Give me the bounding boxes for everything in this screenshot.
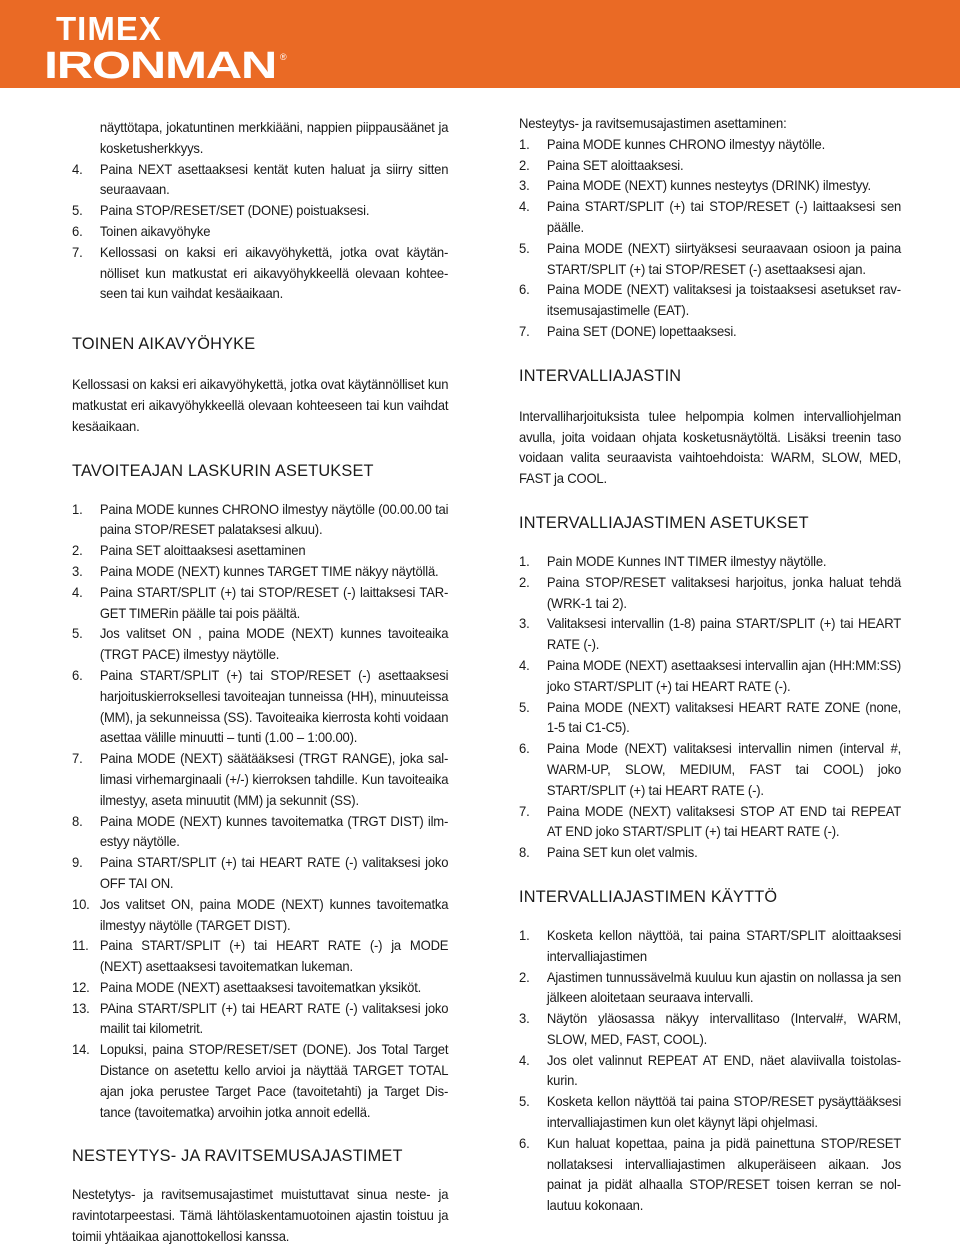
section-heading: INTERVALLIAJASTIMEN ASETUKSET bbox=[519, 512, 809, 532]
list-item: 1. Paina MODE kunnes CHRONO ilmestyy näytölle. bbox=[519, 136, 826, 152]
intro-list bbox=[72, 160, 448, 306]
section-heading: INTERVALLIAJASTIMEN KÄYTTÖ bbox=[519, 886, 778, 906]
list-item: 5. Kosketa kellon näyttöä tai paina STOP/RESET pysäyttääksesi intervalliajastimen kun olet käynyt läpi ohjelmasi. bbox=[519, 1094, 902, 1131]
list-item: 4. Paina START/SPLIT (+) tai STOP/RESET (-) laittaaksesi sen päälle. bbox=[519, 199, 902, 235]
logo-timex: TIMEX bbox=[56, 10, 162, 47]
section-heading: TOINEN AIKAVYÖHYKE bbox=[72, 334, 256, 354]
list-item: 1. Pain MODE Kunnes INT TIMER ilmestyy näytölle. bbox=[519, 553, 827, 569]
list-item: 3. Näytön yläosassa näkyy intervallitaso (Interval#, WARM, SLOW, MED, FAST, COOL). bbox=[519, 1011, 902, 1047]
list-item: 6. Paina Mode (NEXT) valitaksesi intervallin nimen (interval #, WARM-UP, SLOW, MEDIUM, FAST tai COOL) joko START/SPLIT (+) tai HEART RATE (-). bbox=[519, 741, 902, 798]
list-item: 3. Paina MODE (NEXT) kunnes TARGET TIME näkyy näytöllä. bbox=[72, 563, 439, 579]
list-item: 7. Paina SET (DONE) lopettaaksesi. bbox=[519, 323, 737, 339]
list-item: 8. Paina SET kun olet valmis. bbox=[519, 845, 698, 861]
list-item: 2. Paina STOP/RESET valitaksesi harjoitus, jonka haluat tehdä (WRK-1 tai 2). bbox=[519, 574, 902, 611]
logo-registered: ® bbox=[280, 52, 287, 62]
list-item: 4. Paina MODE (NEXT) asettaaksesi intervallin ajan (HH:MM:SS) joko START/SPLIT (+) tai HEART RATE (-). bbox=[519, 657, 902, 694]
list-item: 13. PAina START/SPLIT (+) tai HEART RATE (-) valitaksesi joko mailit tai kilometrit. bbox=[72, 1000, 449, 1037]
list-item: 5. Paina STOP/RESET/SET (DONE) poistuaksesi. bbox=[72, 203, 370, 219]
list-item: 2. Ajastimen tunnussävelmä kuuluu kun ajastin on nollassa ja sen jälkeen aloitetaan seuraava intervalli. bbox=[519, 969, 902, 1006]
list-item: 3. Valitaksesi intervallin (1-8) paina START/SPLIT (+) tai HEART RATE (-). bbox=[519, 616, 902, 653]
list-item: 6. Paina MODE (NEXT) valitaksesi ja toistaaksesi asetukset ravitsemusajastimelle (EAT). bbox=[519, 282, 902, 319]
list-item: 6. Kun haluat kopettaa, paina ja pidä painettuna STOP/RESET nollataksesi intervalliajastimen alkuperäiseen aikaan. Jos painat ja pidät alhaalla STOP/RESET toisen kerran se nollautuu kokonaan. bbox=[519, 1135, 902, 1214]
section-heading: NESTEYTYS- JA RAVITSEMUSAJASTIMET bbox=[72, 1146, 403, 1166]
list-item: 4. Jos olet valinnut REPEAT AT END, näet alaviivalla toistolaskurin. bbox=[519, 1052, 902, 1089]
list-item: 1. Kosketa kellon näyttöä, tai paina START/SPLIT aloittaaksesi intervalliajastimen bbox=[519, 927, 902, 964]
paragraph: Nestetytys- ja ravitsemusajastimet muistuttavat sinua neste- ja ravintotarpeestasi. Tämä lähtölaskentamuotoinen ajastin toistuu ja toimii yhtäaikaa ajanottokellosi kanssa. bbox=[72, 1187, 449, 1245]
list-item: 8. Paina MODE (NEXT) kunnes tavoitematka (TRGT DIST) ilmestyy näytölle. bbox=[72, 813, 449, 850]
timex-ironman-logo bbox=[44, 6, 304, 86]
hydration-setup-title: Nesteytys- ja ravitsemusajastimen asettaminen: bbox=[519, 116, 787, 131]
list-item: 6. Paina START/SPLIT (+) tai STOP/RESET (-) asettaaksesi harjoituskierroksellesi tavoiteajan tunneissa (HH), minuuteissa (MM), ja sekunneissa (SS). Tavoiteaika kierrosta kohti voidaan asettaa välille minuutti – tunti (1.00 – 1:00.00). bbox=[72, 667, 449, 746]
paragraph: Kellossasi on kaksi eri aikavyöhykettä, jotka ovat käytännölliset kun matkustat eri aikavyöhykkeellä olevaan kohteeseen tai kun vaihdat kesäaikaan. bbox=[72, 377, 449, 434]
intro-continued: näyttötapa, jokatuntinen merkkiääni, nappien piippausäänet ja kosketusherkkyys. bbox=[99, 120, 449, 156]
logo-ironman: IRONMAN bbox=[44, 45, 276, 86]
list-item: 5. Jos valitset ON , paina MODE (NEXT) kunnes tavoiteaika (TRGT PACE) ilmestyy näytölle. bbox=[72, 626, 449, 663]
interval-setup-list bbox=[519, 552, 901, 864]
section-heading: TAVOITEAJAN LASKURIN ASETUKSET bbox=[72, 460, 374, 480]
list-item: 4. Paina NEXT asettaaksesi kentät kuten haluat ja siirry sitten seuraavaan. bbox=[72, 161, 449, 198]
list-item: 14. Lopuksi, paina STOP/RESET/SET (DONE). Jos Total Target Distance on asetettu kello arvioi ja näyttää TARGET TOTAL ajan joka perustee Target Pace (tavoitetahti) ja Target Distance (tavoitematka) arvoihin jotka annoit edellä. bbox=[72, 1042, 449, 1120]
list-item: 3. Paina MODE (NEXT) kunnes nesteytys (DRINK) ilmestyy. bbox=[519, 178, 871, 194]
list-item: 7. Kellossasi on kaksi eri aikavyöhykettä, jotka ovat käytännölliset kun matkustat eri aikavyöhykkeellä olevaan kohteeseen tai kun vaihdat kesäaikaan. bbox=[72, 244, 449, 302]
target-list bbox=[72, 500, 448, 1124]
list-item: 7. Paina MODE (NEXT) säätääksesi (TRGT RANGE), joka sallimasi virhemarginaali (+/-) kierroksen tahdille. Kun tavoiteaika ilmestyy, aseta minuutit (MM) ja sekunnit (SS). bbox=[72, 751, 449, 808]
list-item: 1. Paina MODE kunnes CHRONO ilmestyy näytölle (00.00.00 tai paina STOP/RESET palataksesi alkuu). bbox=[72, 501, 449, 538]
list-item: 6. Toinen aikavyöhyke bbox=[72, 223, 211, 239]
list-item: 2. Paina SET aloittaaksesi asettaminen bbox=[72, 543, 306, 559]
list-item: 2. Paina SET aloittaaksesi. bbox=[519, 157, 684, 173]
list-item: 4. Paina START/SPLIT (+) tai STOP/RESET (-) laittaksesi TARGET TIMERin päälle tai pois päältä. bbox=[72, 584, 449, 621]
section-heading: INTERVALLIAJASTIN bbox=[519, 365, 682, 385]
hydration-list bbox=[519, 135, 901, 343]
brand-header bbox=[0, 0, 960, 88]
list-item: 9. Paina START/SPLIT (+) tai HEART RATE (-) valitaksesi joko OFF TAI ON. bbox=[72, 855, 449, 891]
list-item: 10. Jos valitset ON, paina MODE (NEXT) kunnes tavoitematka ilmestyy näytölle (TARGET DIST). bbox=[72, 896, 449, 933]
list-item: 12. Paina MODE (NEXT) asettaaksesi tavoitematkan yksiköt. bbox=[72, 979, 422, 995]
interval-use-list bbox=[519, 926, 901, 1217]
list-item: 5. Paina MODE (NEXT) valitaksesi HEART RATE ZONE (none, 1-5 tai C1-C5). bbox=[519, 699, 902, 736]
paragraph: Intervalliharjoituksista tulee helpompia kolmen intervalliohjelman avulla, joita voidaan ohjata kosketusnäytöltä. Lisäksi treenin taso voidaan valita seuraavista vaihtoehdoista: WARM, SLOW, MED, FAST ja COOL. bbox=[519, 408, 902, 487]
left-column bbox=[72, 114, 464, 1248]
right-column bbox=[519, 114, 917, 1217]
list-item: 11. Paina START/SPLIT (+) tai HEART RATE (-) ja MODE (NEXT) asettaaksesi tavoitematkan lukeman. bbox=[72, 938, 449, 975]
list-item: 5. Paina MODE (NEXT) siirtyäksesi seuraavaan osioon ja paina START/SPLIT (+) tai STOP/RESET (-) asettaaksesi ajan. bbox=[519, 240, 902, 277]
list-item: 7. Paina MODE (NEXT) valitaksesi STOP AT END tai REPEAT AT END joko START/SPLIT (+) tai HEART RATE (-). bbox=[519, 803, 902, 840]
